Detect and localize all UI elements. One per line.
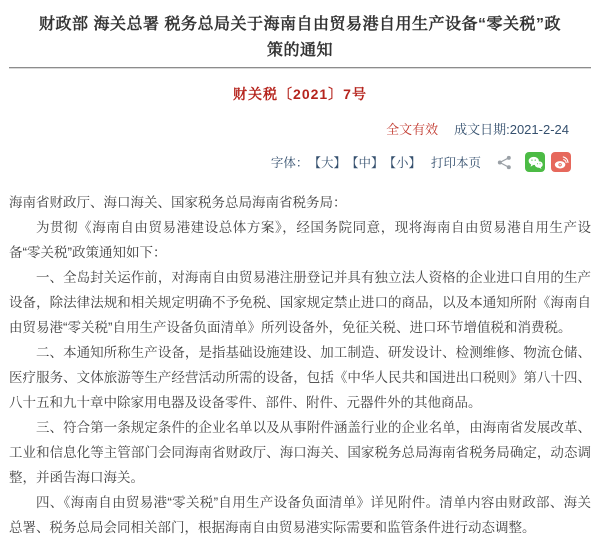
paragraph-item-4: 四、《海南自由贸易港“零关税”自用生产设备负面清单》详见附件。清单内容由财政部、海关总署、税务总局会同相关部门，根据海南自由贸易港实际需要和监管条件进行动态调整。 bbox=[9, 495, 591, 535]
font-size-small-button[interactable]: 【小】 bbox=[383, 156, 421, 170]
share-icon[interactable] bbox=[497, 155, 512, 170]
issue-date: 成文日期:2021-2-24 bbox=[454, 122, 569, 137]
title-divider bbox=[9, 67, 591, 69]
paragraph-item-2: 二、本通知所称生产设备，是指基础设施建设、加工制造、研发设计、检测维修、物流仓储、医疗服务、文体旅游等生产经营活动所需的设备，包括《中华人民共和国进出口税则》第八十四、八十五和九十章中除家用电器及设备零件、部件、附件、元器件外的其他商品。 bbox=[9, 345, 591, 410]
doc-number: 财关税〔2021〕7号 bbox=[233, 86, 367, 102]
toolbar bbox=[9, 151, 591, 173]
page-title: 财政部 海关总署 税务总局关于海南自由贸易港自用生产设备“零关税”政策的通知 bbox=[39, 16, 561, 59]
wechat-share-icon[interactable] bbox=[525, 152, 545, 172]
validity-status: 全文有效 bbox=[386, 122, 439, 137]
paragraph-item-1: 一、全岛封关运作前，对海南自由贸易港注册登记并具有独立法人资格的企业进口自用的生产设备，除法律法规和相关规定明确不予免税、国家规定禁止进口的商品，以及本通知所附《海南自由贸易港“零关税”自用生产设备负面清单》所列设备外，免征关税、进口环节增值税和消费税。 bbox=[9, 270, 591, 335]
print-page-button[interactable]: 打印本页 bbox=[430, 156, 481, 170]
font-size-medium-button[interactable]: 【中】 bbox=[345, 156, 384, 170]
salutation: 海南省财政厅、海口海关、国家税务总局海南省税务局： bbox=[9, 195, 347, 210]
paragraph-item-3: 三、符合第一条规定条件的企业名单以及从事附件涵盖行业的企业名单，由海南省发展改革、工业和信息化等主管部门会同海南省财政厅、海口海关、国家税务总局海南省税务局确定，动态调整，并函告海口海关。 bbox=[9, 420, 591, 485]
font-size-large-button[interactable]: 【大】 bbox=[308, 156, 346, 170]
weibo-share-icon[interactable] bbox=[551, 152, 571, 172]
meta-row bbox=[9, 119, 591, 138]
font-size-label: 字体： bbox=[270, 156, 309, 170]
document-body bbox=[9, 190, 591, 540]
paragraph-intro: 为贯彻《海南自由贸易港建设总体方案》，经国务院同意，现将海南自由贸易港自用生产设备“零关税”政策通知如下： bbox=[9, 220, 591, 260]
